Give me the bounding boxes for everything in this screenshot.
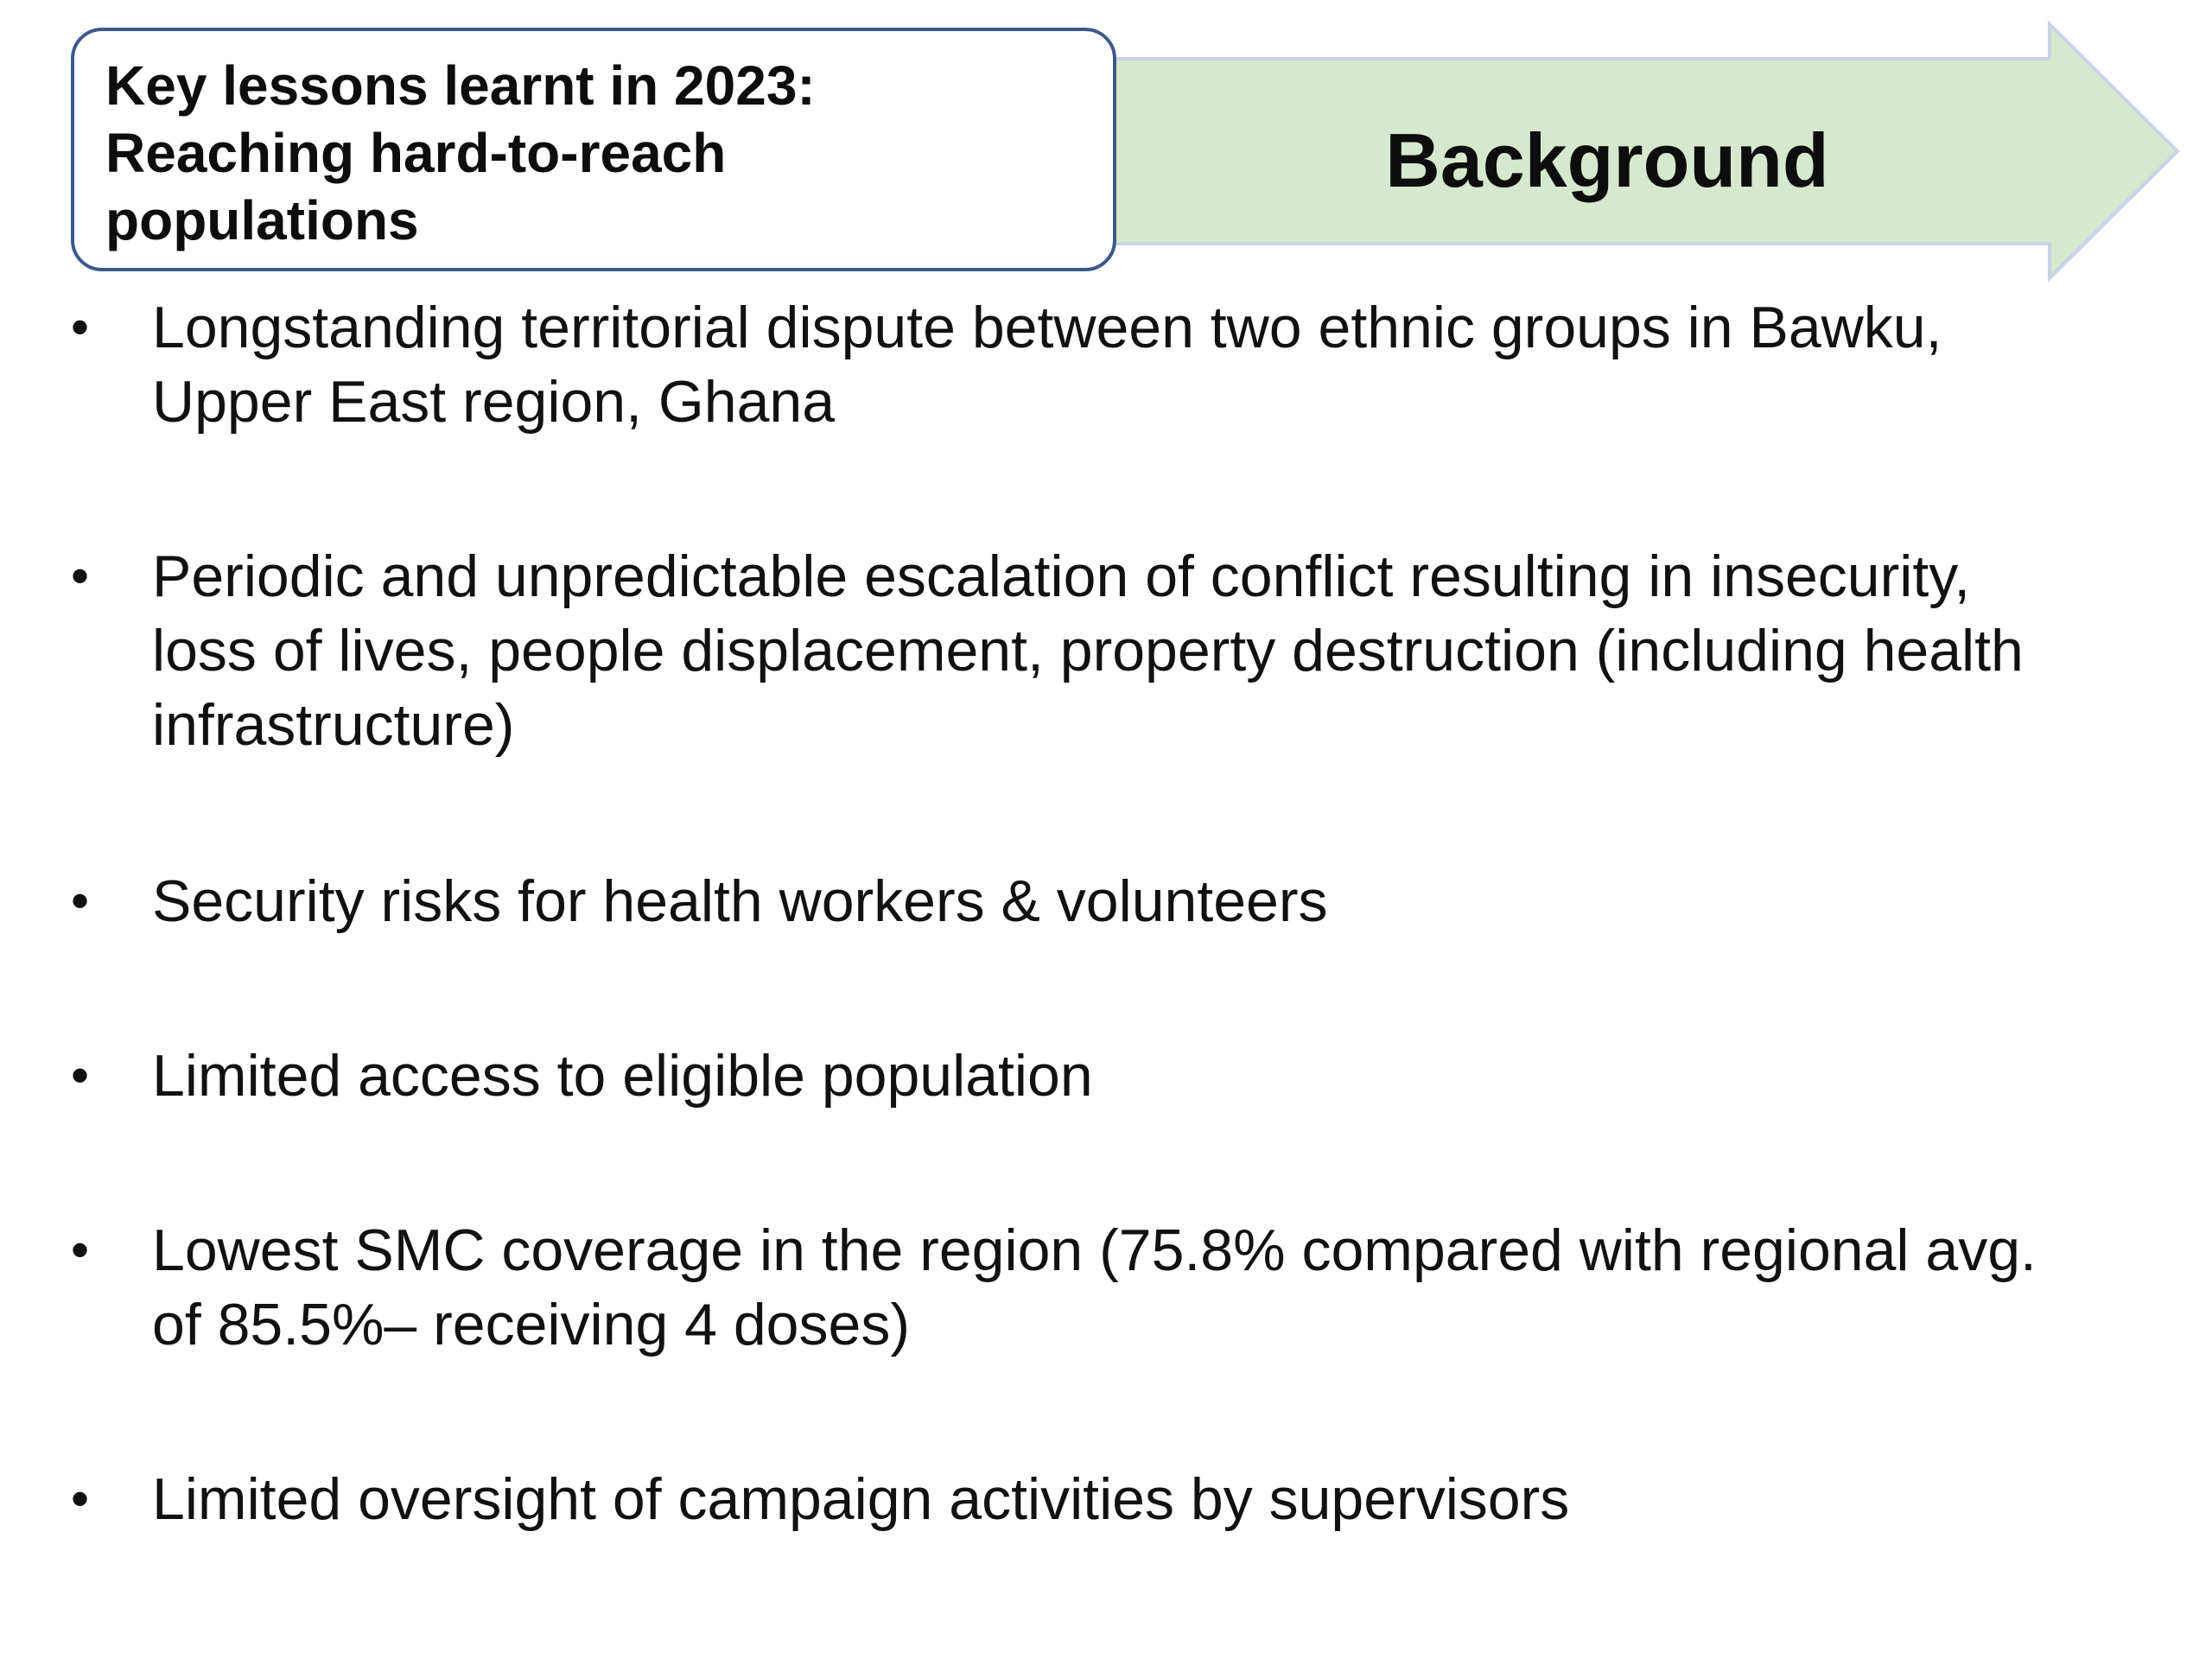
bullet-marker: • [71, 1221, 90, 1279]
bullet-text: Limited oversight of campaign activities by supervisors [152, 1466, 1570, 1532]
bullet-marker: • [71, 872, 90, 930]
bullet-marker: • [71, 1046, 90, 1104]
bullet-text: Periodic and unpredictable escalation of conflict resulting in insecurity, loss of lives, people displacement, property destruction (including health infrastructure) [152, 543, 2024, 758]
title-box [71, 28, 1116, 271]
bullet-marker: • [71, 298, 90, 356]
page-title: Key lessons learnt in 2023: Reaching hard-to-reach populations [105, 54, 816, 251]
bullet-text: Lowest SMC coverage in the region (75.8% compared with regional avg. of 85.5%– receiving 4 doses) [152, 1217, 2037, 1357]
background-label: Background [1385, 118, 1829, 203]
bullet-text: Limited access to eligible population [152, 1043, 1093, 1109]
bullet-text: Security risks for health workers & volunteers [152, 868, 1328, 934]
bullet-marker: • [71, 547, 90, 605]
bullet-marker: • [71, 1470, 90, 1528]
bullet-text: Longstanding territorial dispute between two ethnic groups in Bawku, Upper East region, Ghana [152, 295, 1942, 435]
